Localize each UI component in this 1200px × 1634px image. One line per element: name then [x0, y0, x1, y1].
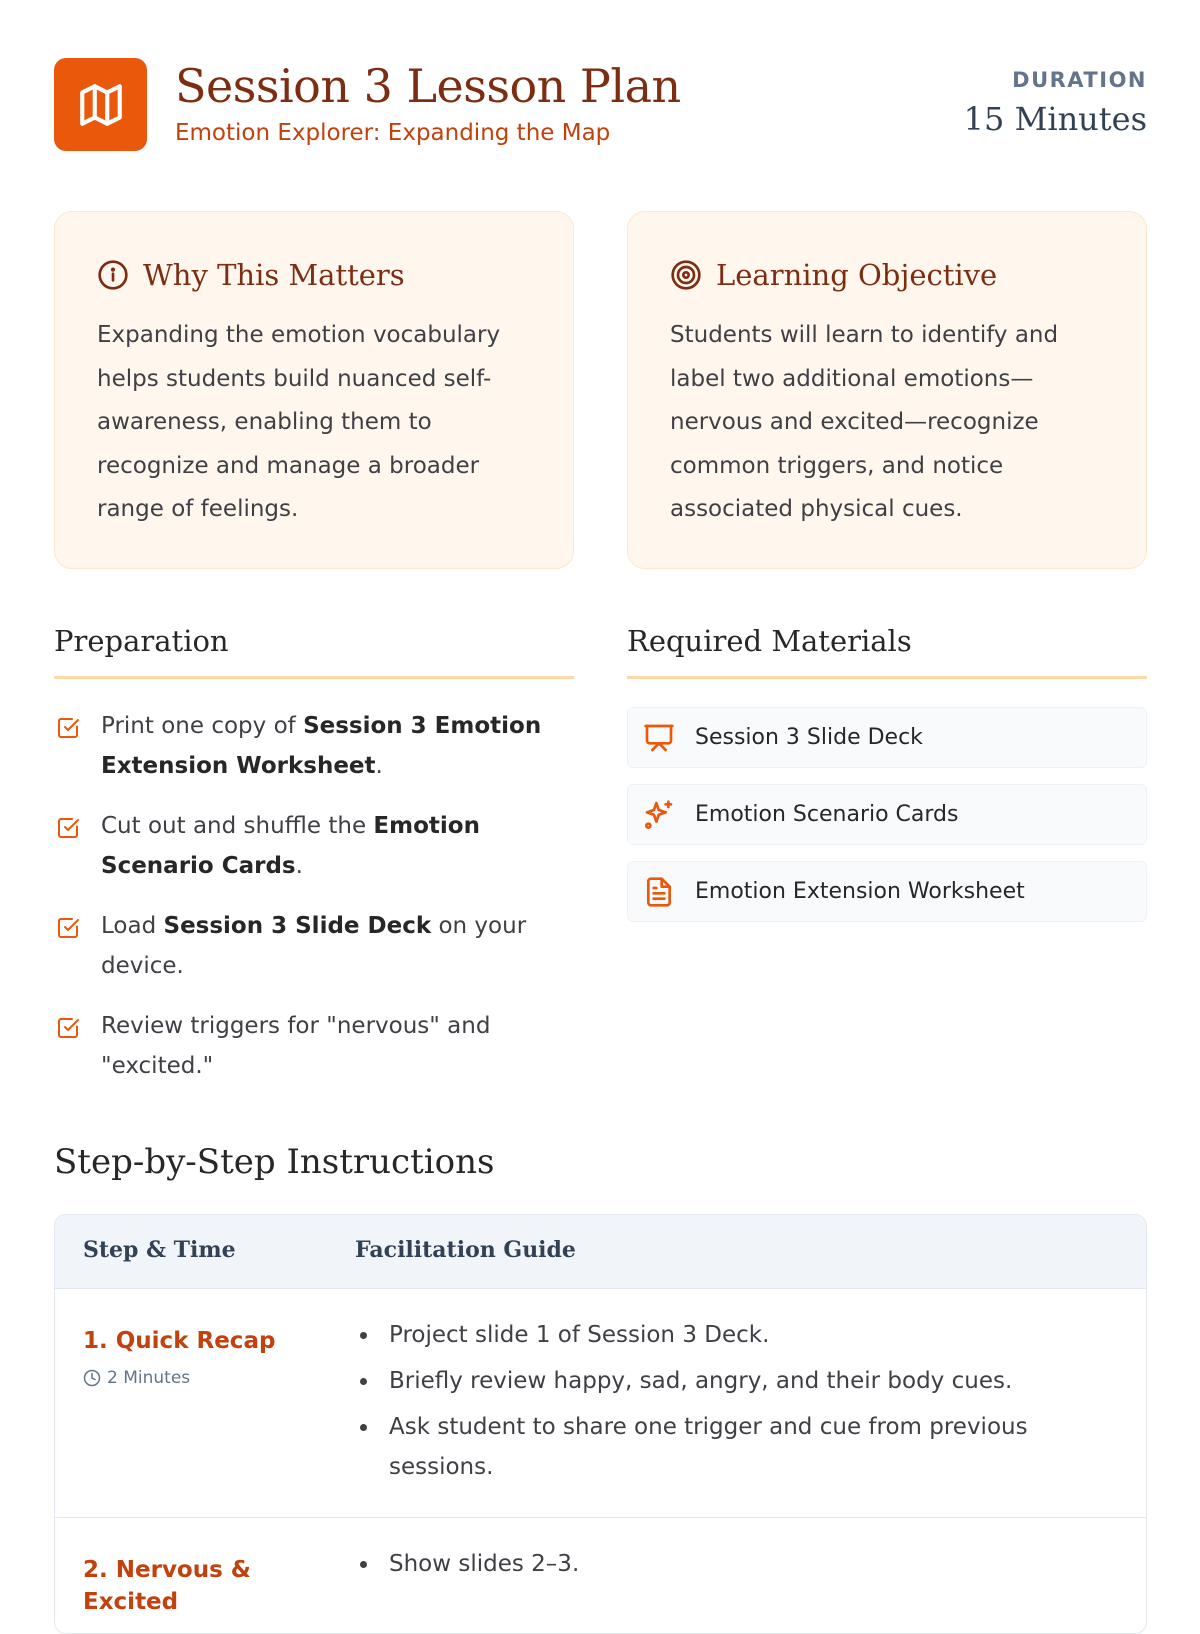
step-bullets [355, 1315, 1075, 1493]
preparation-item: Review triggers for "nervous" and "excited." [54, 1006, 574, 1086]
list-item: Ask student to share one trigger and cue from previous sessions. [355, 1407, 1075, 1487]
map-icon [54, 58, 147, 151]
duration-value: 15 Minutes [963, 100, 1147, 138]
material-item-worksheet [627, 861, 1147, 922]
preparation-item: Cut out and shuffle the Emotion Scenario Cards. [54, 806, 574, 886]
step-name: 1. Quick Recap [83, 1328, 276, 1354]
preparation-item: Print one copy of Session 3 Emotion Extension Worksheet. [54, 706, 574, 786]
list-item: Briefly review happy, sad, angry, and their body cues. [355, 1361, 1075, 1401]
checkbox-checked-icon [56, 916, 80, 940]
checkbox-checked-icon [56, 816, 80, 840]
table-row [55, 1289, 1146, 1518]
checkbox-checked-icon [56, 716, 80, 740]
page-title: Session 3 Lesson Plan [175, 59, 681, 113]
why-title: Why This Matters [143, 258, 405, 292]
table-row [55, 1518, 1146, 1634]
document-icon [643, 876, 675, 908]
material-label: Emotion Extension Worksheet [695, 879, 1025, 904]
checkbox-checked-icon [56, 1016, 80, 1040]
material-item-scenario-cards [627, 784, 1147, 845]
materials-list [627, 707, 1147, 938]
materials-title: Required Materials [627, 624, 912, 658]
column-header: Step & Time [83, 1237, 236, 1263]
step-bullets [355, 1544, 1075, 1590]
list-item: Show slides 2–3. [355, 1544, 1075, 1584]
list-item: Project slide 1 of Session 3 Deck. [355, 1315, 1075, 1355]
preparation-title: Preparation [54, 624, 229, 658]
info-icon [97, 259, 129, 291]
page-header [54, 58, 1147, 154]
objective-card [627, 211, 1147, 569]
clock-icon [83, 1369, 101, 1387]
materials-divider [627, 676, 1147, 679]
step-name: 2. Nervous & Excited [83, 1557, 251, 1615]
why-text: Expanding the emotion vocabulary helps students build nuanced self-awareness, enabling them to recognize and manage a broader range of feelings. [97, 322, 501, 522]
target-icon [670, 259, 702, 291]
sparkles-icon [643, 799, 675, 831]
material-item-slide-deck [627, 707, 1147, 768]
step-time: 2 Minutes [83, 1368, 190, 1388]
instructions-table [54, 1214, 1147, 1634]
table-header [55, 1215, 1146, 1289]
material-label: Emotion Scenario Cards [695, 802, 959, 827]
preparation-item: Load Session 3 Slide Deck on your device. [54, 906, 574, 986]
duration-label: DURATION [1012, 68, 1147, 92]
preparation-divider [54, 676, 574, 679]
objective-title: Learning Objective [716, 258, 998, 292]
column-header: Facilitation Guide [355, 1237, 576, 1263]
instructions-title: Step-by-Step Instructions [54, 1142, 495, 1182]
preparation-list [54, 706, 574, 1106]
objective-text: Students will learn to identify and label two additional emotions—nervous and excited—recognize common triggers, and notice associated physical cues. [670, 322, 1059, 522]
why-card [54, 211, 574, 569]
presentation-icon [643, 722, 675, 754]
page-subtitle: Emotion Explorer: Expanding the Map [175, 120, 611, 146]
material-label: Session 3 Slide Deck [695, 725, 923, 750]
